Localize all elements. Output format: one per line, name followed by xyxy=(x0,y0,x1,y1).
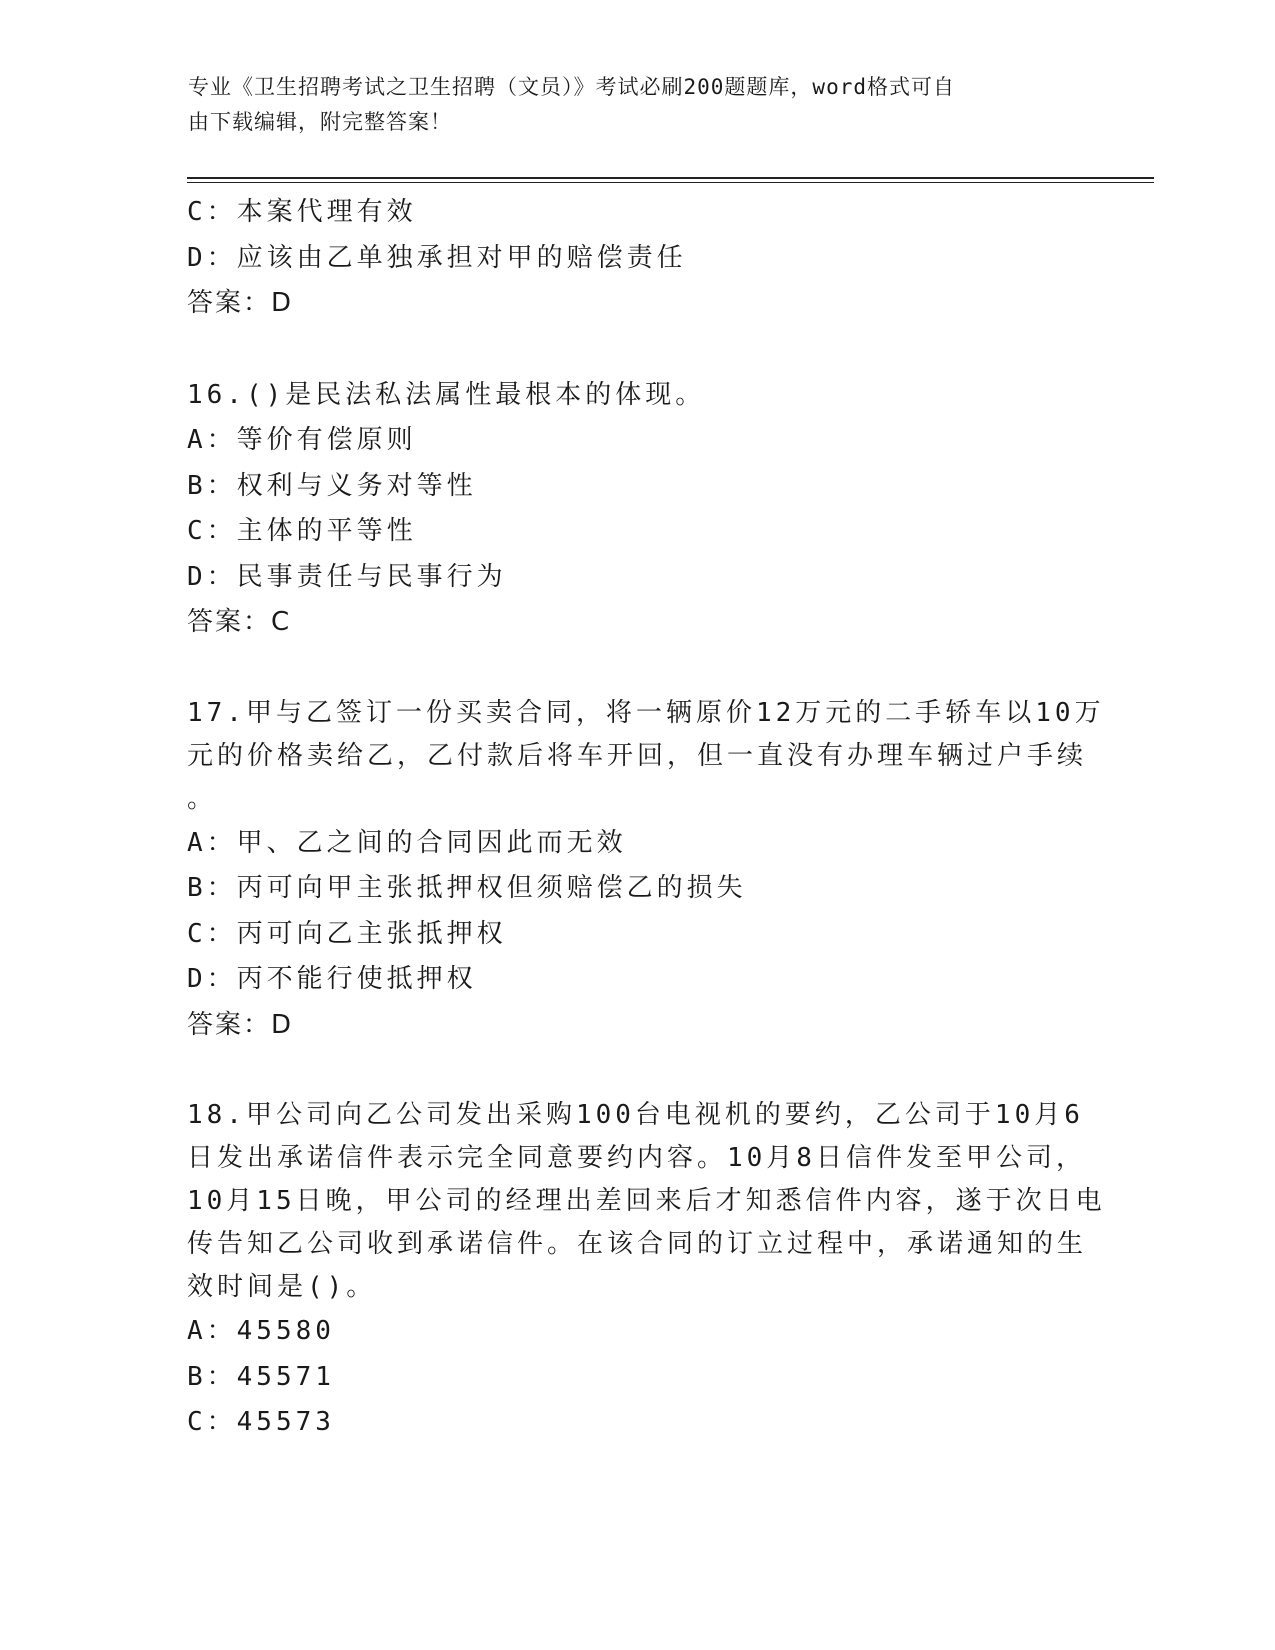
header-divider-thick xyxy=(187,177,1154,179)
q18-option-b: B：45571 xyxy=(187,1361,335,1392)
question-17 xyxy=(187,692,1105,1049)
header-line-1: 专业《卫生招聘考试之卫生招聘（文员）》考试必刷200题题库，word格式可自 xyxy=(188,75,955,99)
q15-option-c: C：本案代理有效 xyxy=(187,197,417,227)
spacer xyxy=(187,327,1087,373)
q18-stem-line: 18.甲公司向乙公司发出采购100台电视机的要约，乙公司于10月6 xyxy=(187,1100,1084,1130)
question-18 xyxy=(187,1094,1106,1446)
q16-option-b: B：权利与义务对等性 xyxy=(187,470,477,501)
question-15-tail xyxy=(187,190,1087,327)
q16-option-a: A：等价有偿原则 xyxy=(187,425,417,455)
q18-option-c: C：45573 xyxy=(187,1407,335,1437)
spacer xyxy=(187,646,1087,692)
q17-stem-line: 。 xyxy=(187,783,218,814)
q15-answer: 答案：D xyxy=(187,288,294,318)
document-body xyxy=(187,190,1106,1446)
q17-option-c: C：丙可向乙主张抵押权 xyxy=(187,918,507,949)
document-header xyxy=(188,70,1088,140)
q17-option-d: D：丙不能行使抵押权 xyxy=(187,964,477,994)
q16-answer: 答案：C xyxy=(187,607,292,637)
q16-stem: 16.()是民法私法属性最根本的体现。 xyxy=(187,379,706,410)
q18-stem-line: 10月15日晚，甲公司的经理出差回来后才知悉信件内容，遂于次日电 xyxy=(187,1186,1106,1216)
q17-option-b: B：丙可向甲主张抵押权但须赔偿乙的损失 xyxy=(187,873,747,903)
q16-option-d: D：民事责任与民事行为 xyxy=(187,561,507,592)
q18-stem-line: 传告知乙公司收到承诺信件。在该合同的订立过程中，承诺通知的生 xyxy=(187,1229,1088,1259)
q17-option-a: A：甲、乙之间的合同因此而无效 xyxy=(187,827,627,858)
header-line-2: 由下载编辑，附完整答案！ xyxy=(188,110,452,134)
q17-stem-line: 17.甲与乙签订一份买卖合同，将一辆原价12万元的二手轿车以10万 xyxy=(187,697,1105,728)
spacer xyxy=(187,1048,1087,1094)
q18-option-a: A：45580 xyxy=(187,1316,335,1346)
q15-option-d: D：应该由乙单独承担对甲的赔偿责任 xyxy=(187,242,687,273)
q18-stem-line: 效时间是()。 xyxy=(187,1272,377,1302)
q17-stem-line: 元的价格卖给乙，乙付款后将车开回，但一直没有办理车辆过户手续 xyxy=(187,740,1088,771)
q17-answer: 答案：D xyxy=(187,1009,294,1040)
header-divider-thin xyxy=(187,182,1154,183)
q18-stem-line: 日发出承诺信件表示完全同意要约内容。10月8日信件发至甲公司， xyxy=(187,1143,1086,1173)
q16-option-c: C：主体的平等性 xyxy=(187,516,417,546)
question-16 xyxy=(187,373,1087,646)
